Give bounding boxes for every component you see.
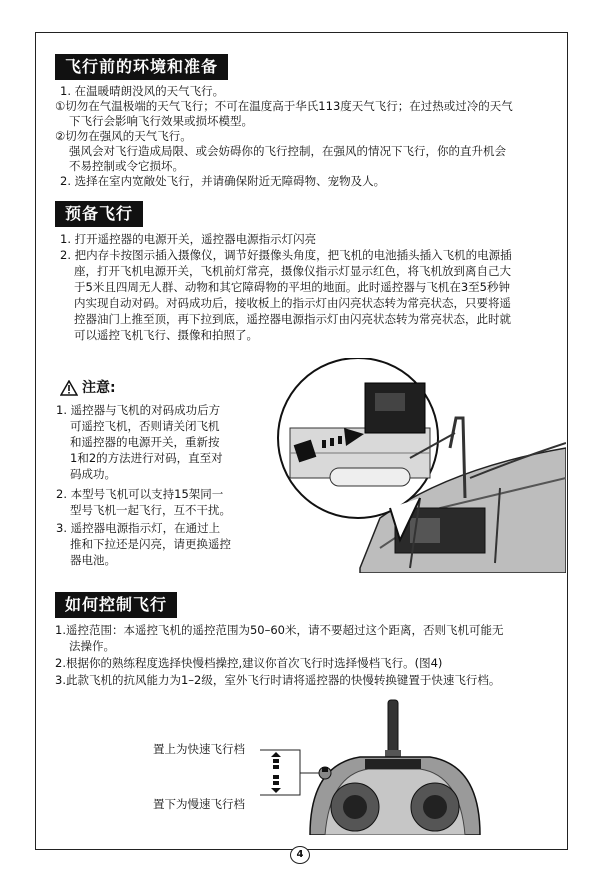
text-line: 1. 在温暖晴朗没风的天气飞行。 <box>60 84 225 98</box>
remote-controller-illustration <box>250 695 490 835</box>
text-line: 不易控制或令它损坏。 <box>69 159 184 173</box>
text-line: 内实现自动对码。对码成功后，接收板上的指示灯由闪亮状态转为常亮状态，只要将遥 <box>74 296 511 310</box>
text-line: 强风会对飞行造成局限、或会妨碍你的飞行控制，在强风的情况下飞行，你的直升机会 <box>69 144 506 158</box>
slow-mode-label: 置下为慢速飞行档 <box>153 797 245 811</box>
caution-heading <box>60 377 116 397</box>
warning-icon <box>60 380 78 396</box>
text-line: 法操作。 <box>69 639 115 653</box>
page-number: 4 <box>290 846 310 864</box>
section-heading-pre-flight: 预备飞行 <box>55 201 143 227</box>
text-line: 于5米且四周无人群、动物和其它障碍物的平坦的地面。此时遥控器与飞机在3至5秒钟 <box>74 280 510 294</box>
text-line: 1. 遥控器与飞机的对码成功后方 <box>56 403 221 417</box>
text-line: 2. 把内存卡按图示插入摄像仪，调节好摄像头角度，把飞机的电池插头插入飞机的电源插 <box>60 248 512 262</box>
text-line: 器电池。 <box>70 553 116 567</box>
text-line: 3.此款飞机的抗风能力为1–2级，室外飞行时请将遥控器的快慢转换键置于快速飞行档。 <box>55 673 501 687</box>
memory-card-insertion-illustration <box>270 358 566 573</box>
text-line: 和遥控器的电源开关，重新按 <box>70 435 220 449</box>
text-line: 1和2的方法进行对码，直至对 <box>70 451 223 465</box>
text-line: 1. 打开遥控器的电源开关，遥控器电源指示灯闪亮 <box>60 232 317 246</box>
text-line: 控器油门上推至顶，再下拉到底，遥控器电源指示灯由闪亮状态转为常亮状态，此时就 <box>74 312 511 326</box>
section-heading-flight-environment: 飞行前的环境和准备 <box>55 54 228 80</box>
text-line: 2. 选择在室内宽敞处飞行，并请确保附近无障碍物、宠物及人。 <box>60 174 386 188</box>
text-line: 可以遥控飞机飞行、摄像和拍照了。 <box>74 328 258 342</box>
text-line: 型号飞机一起飞行，互不干扰。 <box>70 503 231 517</box>
caution-title: 注意: <box>82 380 116 396</box>
text-line: 推和下拉还是闪亮，请更换遥控 <box>70 537 231 551</box>
text-line: 码成功。 <box>70 467 116 481</box>
text-line: ②切勿在强风的天气飞行。 <box>55 129 192 143</box>
text-line: ①切勿在气温极端的天气飞行；不可在温度高于华氏113度天气飞行；在过热或过冷的天气 <box>55 99 513 113</box>
text-line: 座，打开飞机电源开关，飞机前灯常亮，摄像仪指示灯显示红色，将飞机放到离自己大 <box>74 264 511 278</box>
text-line: 可遥控飞机，否则请关闭飞机 <box>70 419 220 433</box>
text-line: 下飞行会影响飞行效果或损坏模型。 <box>69 114 253 128</box>
text-line: 1.遥控范围：本遥控飞机的遥控范围为50–60米，请不要超过这个距离，否则飞机可能无 <box>55 623 504 637</box>
section-heading-flight-control: 如何控制飞行 <box>55 592 177 618</box>
fast-mode-label: 置上为快速飞行档 <box>153 742 245 756</box>
text-line: 3. 遥控器电源指示灯，在通过上 <box>56 521 221 535</box>
text-line: 2.根据你的熟练程度选择快慢档操控,建议你首次飞行时选择慢档飞行。(图4) <box>55 656 443 670</box>
text-line: 2. 本型号飞机可以支持15架同一 <box>56 487 224 501</box>
